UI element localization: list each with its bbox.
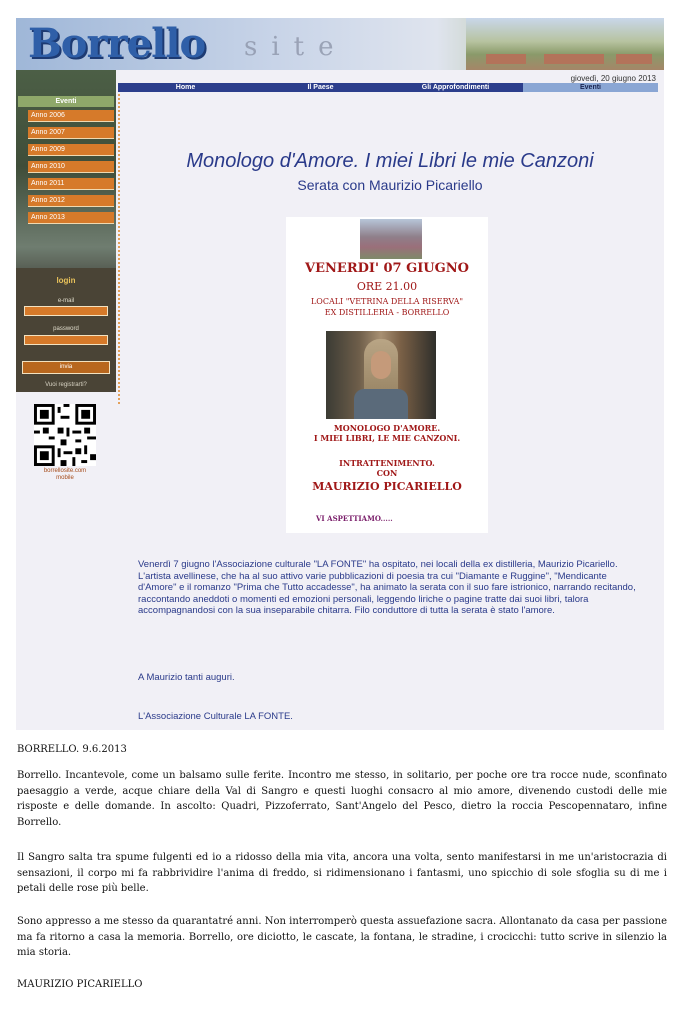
event-subtitle: Serata con Maurizio Picariello — [297, 177, 483, 193]
qr-caption — [26, 468, 104, 482]
event-signature: L'Associazione Culturale LA FONTE. — [138, 711, 293, 722]
site-logo[interactable]: Borrello — [28, 20, 206, 67]
login-title: login — [56, 276, 76, 285]
event-poster — [286, 217, 488, 533]
sidebar-item-anno-2012[interactable]: Anno 2012 — [28, 195, 114, 207]
email-field[interactable] — [24, 306, 108, 316]
nav-home[interactable]: Home — [175, 84, 196, 91]
poster-day: VENERDI' 07 GIUGNO — [305, 261, 469, 276]
poster-artist: MAURIZIO PICARIELLO — [312, 480, 462, 493]
header-banner — [16, 18, 664, 70]
site-logo-suffix: site — [244, 32, 348, 62]
email-label: e-mail — [57, 298, 75, 304]
poster-con: CON — [376, 468, 398, 478]
town-photo — [466, 18, 664, 70]
sidebar — [16, 70, 116, 392]
poster-show-line-2: I MIEI LIBRI, LE MIE CANZONI. — [313, 433, 461, 443]
town-roofs — [486, 54, 526, 64]
qr-caption-mobile: mobile — [56, 475, 74, 481]
sidebar-divider — [118, 94, 120, 404]
artist-photo — [326, 331, 436, 419]
poster-show-line-1: MONOLOGO D'AMORE. — [333, 423, 441, 433]
artist-face — [371, 351, 391, 379]
sidebar-heading: Eventi — [18, 96, 114, 107]
top-nav — [118, 83, 658, 92]
submit-button[interactable]: invia — [22, 361, 110, 374]
venue-photo — [360, 219, 422, 259]
event-title: Monologo d'Amore. I miei Libri le mie Canzoni — [186, 150, 594, 172]
poster-venue-line-1: LOCALI "VETRINA DELLA RISERVA" — [310, 297, 464, 306]
poster-venue-line-2: EX DISTILLERIA - BORRELLO — [324, 308, 450, 317]
nav-il-paese[interactable]: Il Paese — [307, 84, 334, 91]
password-label: password — [53, 326, 79, 332]
poster-entertainment: INTRATTENIMENTO. — [339, 458, 435, 468]
sidebar-item-anno-2013[interactable]: Anno 2013 — [28, 212, 114, 224]
article-paragraph-2: Il Sangro salta tra spume fulgenti ed io a ridosso della mia vita, ancora una volta, sento manifestarsi in me un'aristocrazia di sensazioni, il corpo mi fa rabbrividire l'anima di freddo, si ridimensionano i fantasmi, uno spicchio di sole sfoglia su di me i petali delle rose più belle. — [17, 852, 667, 894]
password-field[interactable] — [24, 335, 108, 345]
article-paragraph-1: Borrello. Incantevole, come un balsamo sulle ferite. Incontro me stesso, in solitario, per poche ore tra rocce nude, sconfinato paesaggio a verde, acque chiare della Val di Sangro e questi luoghi consacro al mio amore, divenendo custodi delle mie risposte e delle domande. In ascolto: Quadri, Pizzoferrato, Sant'Angelo del Pesco, dietro la roccia Pescopennataro, infine Borrello. — [17, 770, 667, 828]
sidebar-item-anno-2009[interactable]: Anno 2009 — [28, 144, 114, 156]
artist-shirt — [354, 389, 408, 419]
sidebar-item-anno-2007[interactable]: Anno 2007 — [28, 127, 114, 139]
qr-caption-site: borrellosite.com — [43, 468, 87, 474]
article-paragraph-3: Sono appresso a me stesso da quarantatré anni. Non interromperò questa assuefazione sacra. Allontanato da casa per passione ma fa ritorno a casa la memoria. Borrello, ore diciotto, le cascate, la fontana, le stradine, i crocicchi: tutto scrive in silenzio la mia storia. — [17, 916, 667, 958]
poster-time: ORE 21.00 — [356, 280, 418, 293]
event-wishes: A Maurizio tanti auguri. — [138, 672, 235, 683]
poster-closing: VI ASPETTIAMO..... — [316, 514, 393, 523]
login-panel — [16, 268, 116, 392]
town-roofs — [544, 54, 604, 64]
nav-eventi[interactable]: Eventi — [523, 83, 658, 92]
register-link[interactable]: Vuoi registrarti? — [45, 382, 87, 388]
website-screenshot — [16, 18, 664, 730]
article-dateline: BORRELLO. 9.6.2013 — [17, 744, 127, 755]
sidebar-item-anno-2011[interactable]: Anno 2011 — [28, 178, 114, 190]
article-author: MAURIZIO PICARIELLO — [17, 979, 143, 990]
town-roofs — [616, 54, 652, 64]
sidebar-item-anno-2006[interactable]: Anno 2006 — [28, 110, 114, 122]
sidebar-item-anno-2010[interactable]: Anno 2010 — [28, 161, 114, 173]
event-report: Venerdì 7 giugno l'Associazione culturale "LA FONTE" ha ospitato, nei locali della ex distilleria, Maurizio Picariello. L'artista avellinese, che ha al suo attivo varie pubblicazioni di poesia tra cui "Diamante e Ruggine", "Mendicante d'Amore" e il romanzo "Prima che Tutto accadesse", ha animato la serata con il suo fare istrionico, narrando recitando, raccontando aneddoti o momenti ed emozioni personali, leggendo liriche o pagine tratte dai suoi libri, talora accompagnandosi con la sua inseparabile chitarra. Filo conduttore di tutta la serata è stato l'amore. — [138, 559, 636, 616]
nav-approfondimenti[interactable]: Gli Approfondimenti — [421, 84, 490, 91]
qr-code-icon[interactable] — [34, 404, 96, 466]
current-date: giovedì, 20 giugno 2013 — [570, 74, 656, 83]
